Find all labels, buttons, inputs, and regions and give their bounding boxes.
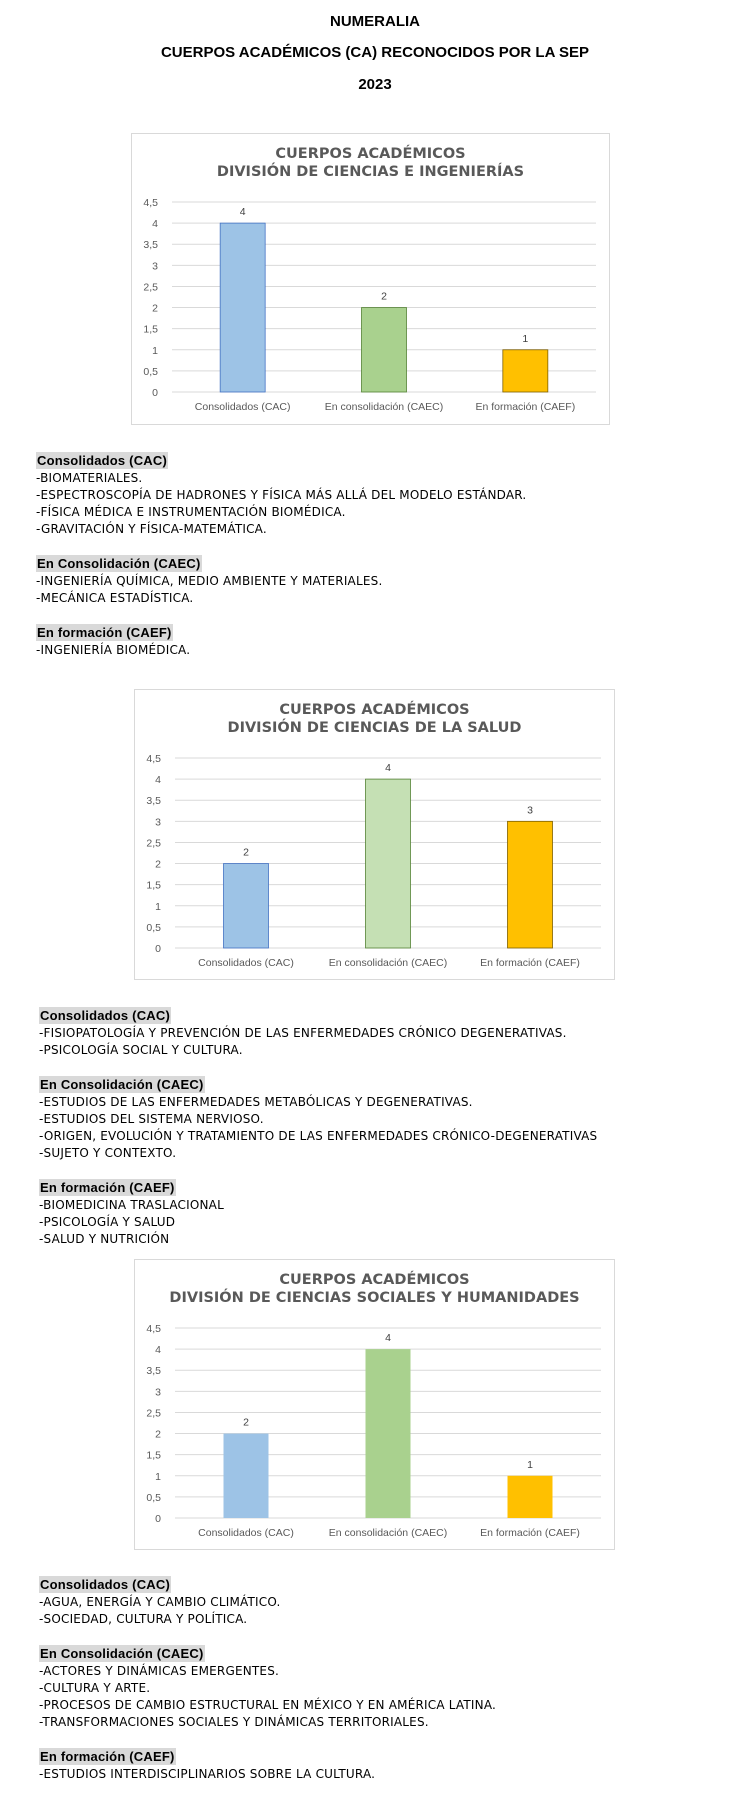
bar <box>224 1434 269 1518</box>
category-group <box>39 1007 597 1059</box>
y-tick-label: 1 <box>155 1470 161 1483</box>
list-item: -SOCIEDAD, CULTURA Y POLÍTICA. <box>39 1612 248 1626</box>
y-tick-label: 1 <box>152 344 158 357</box>
category-title: Consolidados (CAC) <box>40 1008 170 1023</box>
y-tick-label: 3,5 <box>146 1365 161 1378</box>
category-group <box>36 452 526 538</box>
x-tick-label: Consolidados (CAC) <box>194 401 291 413</box>
bar <box>362 308 407 392</box>
list-item: -INGENIERÍA QUÍMICA, MEDIO AMBIENTE Y MATERIALES. <box>36 574 383 588</box>
data-label: 2 <box>381 290 387 303</box>
data-label: 1 <box>522 332 529 345</box>
x-tick-label: En formación (CAEF) <box>480 957 580 969</box>
y-tick-label: 3 <box>155 816 161 829</box>
category-group <box>39 1576 496 1628</box>
y-tick-label: 1,5 <box>143 323 158 336</box>
y-tick-label: 3,5 <box>146 795 161 808</box>
category-title: En Consolidación (CAEC) <box>40 1077 204 1092</box>
category-title: En formación (CAEF) <box>40 1180 175 1195</box>
category-title: En formación (CAEF) <box>40 1749 175 1764</box>
x-tick-label: En formación (CAEF) <box>475 401 576 413</box>
y-tick-label: 2,5 <box>146 1407 161 1420</box>
page-title: NUMERALIA <box>330 13 420 30</box>
section-ciencias-salud <box>39 1007 597 1248</box>
list-item: -ESTUDIOS INTERDISCIPLINARIOS SOBRE LA CULTURA. <box>39 1767 376 1781</box>
chart-ciencias-sociales <box>134 1259 615 1550</box>
bar <box>220 223 265 392</box>
list-item: -PSICOLOGÍA SOCIAL Y CULTURA. <box>39 1043 243 1057</box>
y-tick-label: 2 <box>155 858 161 871</box>
list-item: -AGUA, ENERGÍA Y CAMBIO CLIMÁTICO. <box>39 1595 281 1609</box>
chart-title-line2: DIVISIÓN DE CIENCIAS E INGENIERÍAS <box>216 164 525 180</box>
data-label: 2 <box>243 1416 249 1429</box>
list-item: -BIOMEDICINA TRASLACIONAL <box>39 1198 224 1212</box>
y-tick-label: 0 <box>155 943 161 955</box>
category-group <box>39 1076 597 1162</box>
y-tick-label: 3 <box>155 1386 161 1399</box>
y-tick-label: 1 <box>155 900 161 913</box>
list-item: -PSICOLOGÍA Y SALUD <box>39 1215 176 1229</box>
chart-ciencias-ingenierias <box>131 133 610 425</box>
list-item: -BIOMATERIALES. <box>36 471 143 485</box>
chart-title-line1: CUERPOS ACADÉMICOS <box>279 1272 470 1288</box>
y-tick-label: 0,5 <box>146 921 161 934</box>
list-item: -SALUD Y NUTRICIÓN <box>39 1232 170 1246</box>
category-title: Consolidados (CAC) <box>37 453 167 468</box>
chart-svg <box>132 134 609 424</box>
list-item: -MECÁNICA ESTADÍSTICA. <box>36 591 194 605</box>
list-item: -FÍSICA MÉDICA E INSTRUMENTACIÓN BIOMÉDICA. <box>36 505 346 519</box>
y-tick-label: 0 <box>152 387 158 399</box>
list-item: -ESTUDIOS DE LAS ENFERMEDADES METABÓLICAS Y DEGENERATIVAS. <box>39 1095 473 1109</box>
data-label: 4 <box>385 1332 391 1345</box>
list-item: -PROCESOS DE CAMBIO ESTRUCTURAL EN MÉXICO Y EN AMÉRICA LATINA. <box>39 1698 497 1712</box>
y-tick-label: 4 <box>152 218 158 231</box>
list-item: -TRANSFORMACIONES SOCIALES Y DINÁMICAS TERRITORIALES. <box>39 1715 429 1729</box>
list-item: -ACTORES Y DINÁMICAS EMERGENTES. <box>39 1664 280 1678</box>
y-tick-label: 4,5 <box>146 1323 161 1335</box>
data-label: 1 <box>527 1458 533 1471</box>
y-tick-label: 0,5 <box>146 1491 161 1504</box>
y-tick-label: 0,5 <box>143 365 158 378</box>
category-group <box>39 1179 597 1248</box>
bar <box>508 821 553 948</box>
list-item: -FISIOPATOLOGÍA Y PREVENCIÓN DE LAS ENFERMEDADES CRÓNICO DEGENERATIVAS. <box>39 1026 567 1040</box>
category-group <box>39 1645 496 1731</box>
bar <box>224 864 269 948</box>
category-group <box>39 1748 496 1783</box>
y-tick-label: 1,5 <box>146 879 161 892</box>
category-group <box>36 624 526 659</box>
x-tick-label: En consolidación (CAEC) <box>328 1527 448 1539</box>
category-title: En formación (CAEF) <box>37 625 172 640</box>
y-tick-label: 2 <box>152 302 158 315</box>
section-ciencias-sociales <box>39 1576 496 1783</box>
y-tick-label: 2 <box>155 1428 161 1441</box>
section-ciencias-ingenierias <box>36 452 526 659</box>
y-tick-label: 3,5 <box>143 239 158 252</box>
bar <box>366 779 411 948</box>
chart-svg <box>135 1260 614 1549</box>
chart-svg <box>135 690 614 979</box>
chart-title-line1: CUERPOS ACADÉMICOS <box>275 146 466 162</box>
list-item: -GRAVITACIÓN Y FÍSICA-MATEMÁTICA. <box>36 522 267 536</box>
list-item: -INGENIERÍA BIOMÉDICA. <box>36 643 191 657</box>
x-tick-label: En formación (CAEF) <box>480 1527 580 1539</box>
chart-title-line2: DIVISIÓN DE CIENCIAS DE LA SALUD <box>227 720 522 736</box>
x-tick-label: En consolidación (CAEC) <box>324 401 444 413</box>
chart-title-line2: DIVISIÓN DE CIENCIAS SOCIALES Y HUMANIDADES <box>169 1290 580 1306</box>
y-tick-label: 2,5 <box>143 281 158 294</box>
list-item: -CULTURA Y ARTE. <box>39 1681 151 1695</box>
list-item: -ORIGEN, EVOLUCIÓN Y TRATAMIENTO DE LAS ENFERMEDADES CRÓNICO-DEGENERATIVAS <box>39 1129 598 1143</box>
category-title: Consolidados (CAC) <box>40 1577 170 1592</box>
y-tick-label: 4,5 <box>146 753 161 765</box>
data-label: 2 <box>243 846 249 859</box>
y-tick-label: 1,5 <box>146 1449 161 1462</box>
chart-title-line1: CUERPOS ACADÉMICOS <box>279 702 470 718</box>
data-label: 4 <box>239 206 246 219</box>
y-tick-label: 2,5 <box>146 837 161 850</box>
x-tick-label: Consolidados (CAC) <box>198 957 294 969</box>
x-tick-label: En consolidación (CAEC) <box>328 957 448 969</box>
y-tick-label: 0 <box>155 1513 161 1525</box>
data-label: 3 <box>527 804 533 817</box>
page-year: 2023 <box>358 76 392 93</box>
page-subtitle: CUERPOS ACADÉMICOS (CA) RECONOCIDOS POR LA SEP <box>160 44 590 61</box>
y-tick-label: 4 <box>155 774 161 787</box>
bar <box>503 350 548 392</box>
y-tick-label: 3 <box>152 260 158 273</box>
bar <box>508 1476 553 1518</box>
category-group <box>36 555 526 607</box>
list-item: -SUJETO Y CONTEXTO. <box>39 1146 177 1160</box>
chart-ciencias-salud <box>134 689 615 980</box>
category-title: En Consolidación (CAEC) <box>37 556 201 571</box>
y-tick-label: 4,5 <box>143 197 158 209</box>
x-tick-label: Consolidados (CAC) <box>198 1527 294 1539</box>
data-label: 4 <box>385 762 391 775</box>
y-tick-label: 4 <box>155 1344 161 1357</box>
category-title: En Consolidación (CAEC) <box>40 1646 204 1661</box>
list-item: -ESTUDIOS DEL SISTEMA NERVIOSO. <box>39 1112 264 1126</box>
list-item: -ESPECTROSCOPÍA DE HADRONES Y FÍSICA MÁS ALLÁ DEL MODELO ESTÁNDAR. <box>36 488 527 502</box>
bar <box>366 1349 411 1518</box>
